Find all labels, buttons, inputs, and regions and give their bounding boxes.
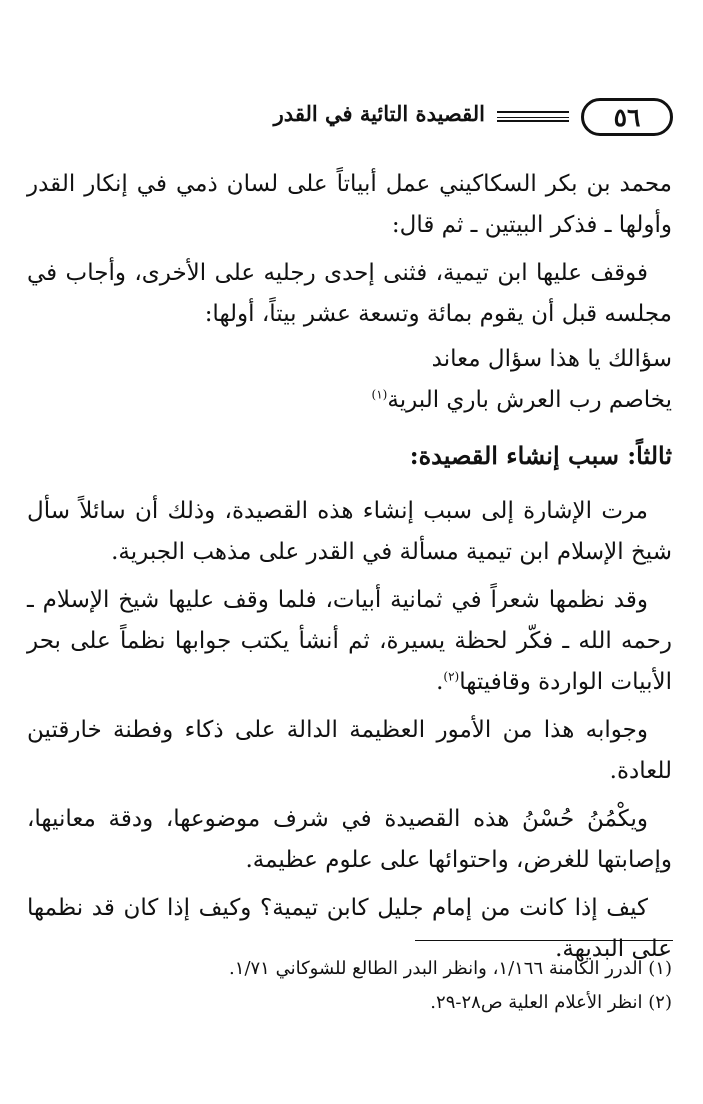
paragraph-3: مرت الإشارة إلى سبب إنشاء هذه القصيدة، وذلك أن سائلاً سأل شيخ الإسلام ابن تيمية مسألة في القدر على مذهب الجبرية. (27, 498, 672, 565)
footnote-separator (415, 940, 673, 941)
page-header (26, 98, 673, 142)
footnote-reference-1: (١) (371, 387, 388, 402)
quoted-verse (27, 339, 672, 421)
paragraph-6: ويكْمُنُ حُسْنُ هذه القصيدة في شرف موضوعها، ودقة معانيها، وإصابتها للغرض، واحتوائها على علوم عظيمة. (27, 806, 672, 873)
paragraph-7: كيف إذا كانت من إمام جليل كابن تيمية؟ وكيف إذا كان قد نظمها على البديهة. (27, 895, 672, 962)
section-title: ثالثاً: سبب إنشاء القصيدة: (409, 441, 672, 470)
paragraph-5: وجوابه هذا من الأمور العظيمة الدالة على ذكاء وفطنة خارقتين للعادة. (27, 717, 672, 784)
footnote-1: (١) الدرر الكامنة ١/١٦٦، وانظر البدر الطالع للشوكاني ١/٧١. (229, 958, 672, 979)
main-text (27, 164, 672, 970)
paragraph-4 (27, 580, 672, 703)
verse-line-1: سؤالك يا هذا سؤال معاند (431, 346, 672, 372)
footnote-2: (٢) انظر الأعلام العلية ص٢٨-٢٩. (430, 992, 672, 1013)
verse-line-2-text: يخاصم رب العرش باري البرية (387, 387, 672, 413)
paragraph-2: فوقف عليها ابن تيمية، فثنى إحدى رجليه على الأخرى، وأجاب في مجلسه قبل أن يقوم بمائة وتسعة عشر بيتاً، أولها: (27, 260, 672, 327)
paragraph-4-end: . (436, 669, 444, 695)
page-number: ٥٦ (613, 102, 641, 132)
paragraph-1: محمد بن بكر السكاكيني عمل أبياتاً على لسان ذمي في إنكار القدر وأولها ـ فذكر البيتين ـ ثم قال: (27, 171, 672, 238)
page-number-badge (581, 98, 673, 136)
footnote-reference-2: (٢) (443, 669, 460, 684)
footnotes (32, 952, 672, 1020)
header-decorative-rule (497, 111, 569, 122)
running-title: القصيدة التائية في القدر (273, 101, 485, 126)
verse-line-2 (27, 380, 672, 421)
paragraph-4-text: وقد نظمها شعراً في ثمانية أبيات، فلما وقف عليها شيخ الإسلام ـ رحمه الله ـ فكّر لحظة يسيرة، ثم أنشأ يكتب جوابها نظماً على بحر الأبيات الواردة وقافيتها (27, 587, 672, 695)
